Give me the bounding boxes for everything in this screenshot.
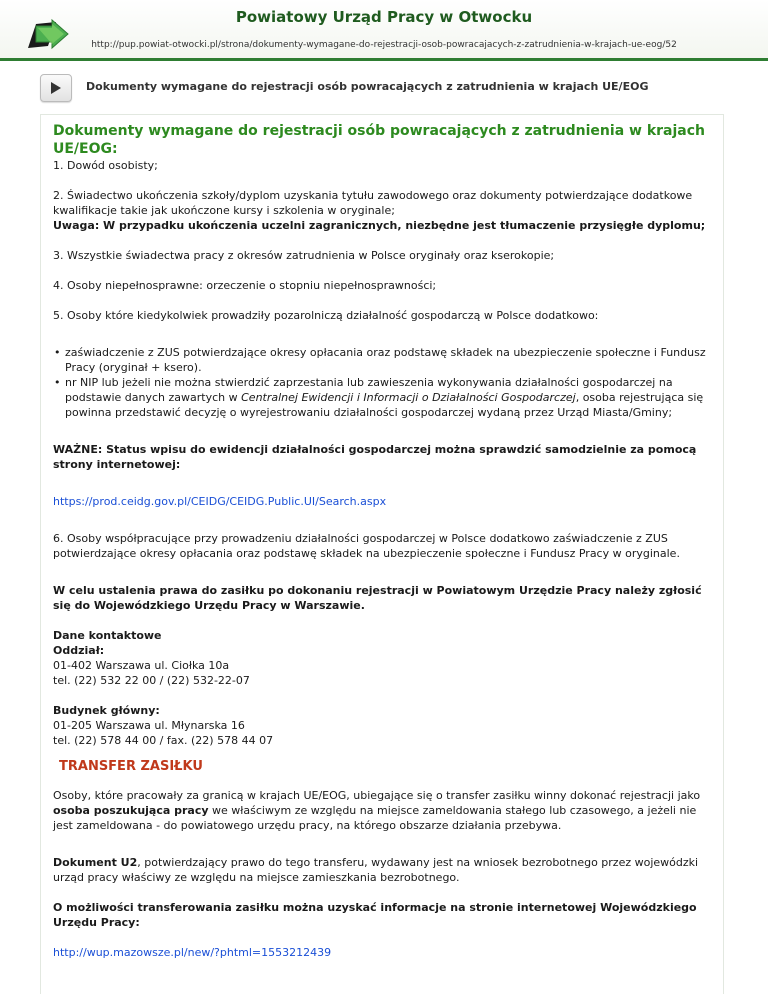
play-arrow-icon: [51, 82, 61, 94]
article-panel: [40, 114, 724, 994]
u2-text: , potwierdzający prawo do tego transferu, wydawany jest na wniosek bezrobotnego przez wojewódzki urząd pracy właściwy ze względu na miejsce zamieszkania bezrobotnego.: [53, 856, 699, 884]
u2-paragraph: [53, 855, 712, 885]
bullet-2-text-end: , osoba rejestrująca się powinna przedstawić decyzję o wyrejestrowaniu działalności gospodarczej wydaną przez Urząd Miasta/Gminy;: [65, 391, 704, 419]
contact-heading: Dane kontaktowe: [53, 629, 162, 642]
bullet-list: [53, 345, 712, 420]
list-item: • zaświadczenie z ZUS potwierdzające okresy opłacania oraz podstawę składek na ubezpieczenie społeczne i Fundusz Pracy (oryginał + ksero).: [65, 345, 712, 375]
transfer-paragraph: [53, 788, 712, 833]
job-seeker-term: osoba poszukująca pracy: [53, 804, 209, 817]
main-building-address: 01-205 Warszawa ul. Młynarska 16: [53, 719, 245, 732]
main-building-phone: tel. (22) 578 44 00 / fax. (22) 578 44 07: [53, 734, 274, 747]
article-heading: Dokumenty wymagane do rejestracji osób powracających z zatrudnienia w krajach UE/EOG:: [53, 123, 705, 157]
allowance-note: W celu ustalenia prawa do zasiłku po dokonaniu rejestracji w Powiatowym Urzędzie Pracy należy zgłosić się do Wojewódzkiego Urzędu Pracy w Warszawie.: [53, 584, 702, 612]
site-header: [0, 0, 768, 61]
important-note: WAŻNE: Status wpisu do ewidencji działalności gospodarczej można sprawdzić samodzielnie za pomocą strony internetowej:: [53, 443, 697, 471]
breadcrumb-title: Dokumenty wymagane do rejestracji osób powracających z zatrudnienia w krajach UE/EOG: [86, 80, 649, 93]
item-2-note: Uwaga: W przypadku ukończenia uczelni zagranicznych, niezbędne jest tłumaczenie przysięgłe dyplomu;: [53, 219, 706, 232]
branch-label: Oddział:: [53, 644, 105, 657]
transfer-text: Osoby, które pracowały za granicą w krajach UE/EOG, ubiegające się o transfer zasiłku winny dokonać rejestracji jako: [53, 789, 701, 802]
item-5: 5. Osoby które kiedykolwiek prowadziły pozarolniczą działalność gospodarczą w Polsce dodatkowo:: [53, 309, 599, 322]
wup-info: O możliwości transferowania zasiłku można uzyskać informacje na stronie internetowej Wojewódzkiego Urzędu Pracy:: [53, 901, 697, 929]
bullet-2-text: nr NIP lub jeżeli nie można stwierdzić zaprzestania lub zawieszenia wykonywania działalności gospodarczej na podstawie danych zawartych w: [65, 376, 673, 404]
item-3: 3. Wszystkie świadectwa pracy z okresów zatrudnienia w Polsce oryginały oraz kserokopie;: [53, 249, 555, 262]
main-building-label: Budynek główny:: [53, 704, 160, 717]
nav-arrow-button[interactable]: [40, 74, 72, 102]
wup-link[interactable]: http://wup.mazowsze.pl/new/?phtml=1553212439: [53, 946, 332, 959]
transfer-text-end: we właściwym ze względu na miejsce zameldowania stałego lub czasowego, a jeżeli nie jest zameldowana - do powiatowego urzędu pracy, na którego obszarze działania przebywa.: [53, 804, 697, 832]
page-nav: [40, 74, 740, 104]
u2-document-term: Dokument U2: [53, 856, 138, 869]
item-2: 2. Świadectwo ukończenia szkoły/dyplom uzyskania tytułu zawodowego oraz dokumenty potwierdzające dodatkowe kwalifikacje takie jak ukończone kursy i szkolenia w oryginale;: [53, 189, 693, 217]
list-item: [65, 375, 712, 420]
ceidg-registry-name: Centralnej Ewidencji i Informacji o Działalności Gospodarczej: [241, 391, 576, 404]
page-url: http://pup.powiat-otwocki.pl/strona/dokumenty-wymagane-do-rejestracji-osob-powracajacych-z-zatrudnienia-w-krajach-ue-eog/52: [91, 40, 677, 50]
transfer-heading: TRANSFER ZASIŁKU: [59, 759, 203, 774]
branch-phone: tel. (22) 532 22 00 / (22) 532-22-07: [53, 674, 250, 687]
site-title[interactable]: Powiatowy Urząd Pracy w Otwocku: [235, 8, 533, 26]
item-1: 1. Dowód osobisty;: [53, 159, 158, 172]
branch-address: 01-402 Warszawa ul. Ciołka 10a: [53, 659, 230, 672]
ceidg-link[interactable]: https://prod.ceidg.gov.pl/CEIDG/CEIDG.Public.UI/Search.aspx: [53, 495, 387, 508]
item-6: 6. Osoby współpracujące przy prowadzeniu działalności gospodarczej w Polsce dodatkowo zaświadczenie z ZUS potwierdzające okresy opłacania oraz podstawę składek na ubezpieczenie społeczne i Fundusz Pracy w oryginale.: [53, 532, 680, 560]
item-4: 4. Osoby niepełnosprawne: orzeczenie o stopniu niepełnosprawności;: [53, 279, 437, 292]
